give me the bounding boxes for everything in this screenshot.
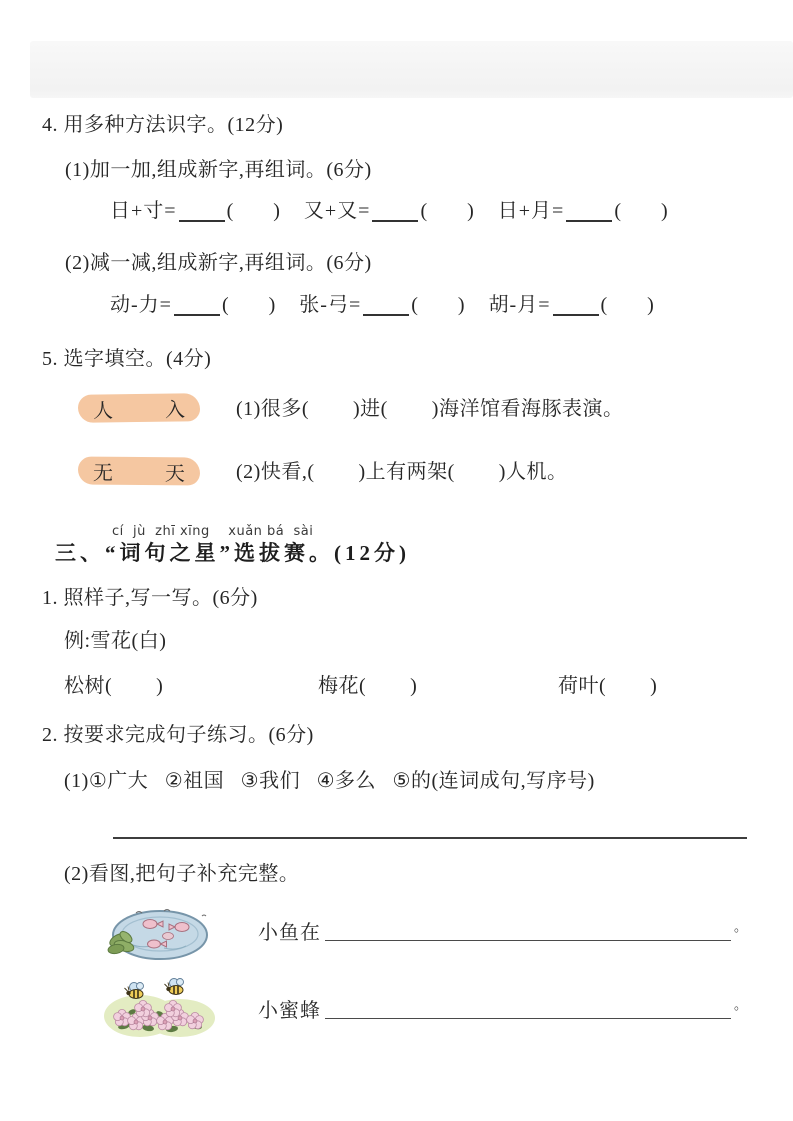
formula-paren: ( ) [420, 200, 474, 222]
formula-item [110, 293, 275, 318]
formula-expr: 日+寸= [110, 200, 177, 222]
question4-heading: 4. 用多种方法识字。(12分) [42, 114, 284, 136]
choice-char-left: 人 [92, 399, 114, 423]
fill-line [325, 1014, 731, 1019]
section3-heading: 三、“词句之星”选拔赛。(12分) [55, 541, 410, 565]
formula-item [299, 293, 464, 318]
choice-char-left: 无 [92, 462, 114, 485]
q4-part1-heading: (1)加一加,组成新字,再组词。(6分) [65, 159, 372, 181]
pond-illustration [106, 904, 210, 964]
fill-row-fish [258, 916, 747, 945]
formula-blank [363, 310, 409, 316]
formula-expr: 胡-月= [488, 294, 551, 316]
answer-line [113, 835, 747, 839]
formula-blank [174, 310, 220, 316]
bees-flowers-illustration [102, 978, 218, 1040]
bee-icon [125, 983, 144, 999]
formula-item [110, 199, 280, 224]
word-item-heye [558, 674, 657, 699]
formula-paren: ( ) [411, 294, 465, 316]
fill-row-bee [258, 994, 747, 1023]
bee-icon [165, 979, 184, 995]
fill-line [325, 936, 731, 941]
q5-sentence-2: (2)快看,( )上有两架( )人机。 [236, 461, 568, 483]
formula-paren: ( ) [221, 294, 276, 316]
formula-item [498, 199, 668, 224]
fill-period: 。 [733, 997, 747, 1012]
formula-expr: 张-弓= [299, 294, 362, 316]
word-paren: ( ) [599, 675, 658, 697]
s3q2-sub1: (1)①广大 ②祖国 ③我们 ④多么 ⑤的(连词成句,写序号) [64, 770, 595, 792]
formula-paren: ( ) [600, 294, 654, 316]
formula-paren: ( ) [226, 200, 280, 222]
word-label: 荷叶 [558, 675, 599, 697]
formula-blank [553, 310, 599, 316]
formula-blank [179, 216, 225, 222]
choice-char-right: 天 [164, 462, 186, 485]
q4-part1-row [110, 199, 668, 224]
choice-char-right: 入 [164, 398, 186, 422]
formula-expr: 又+又= [303, 200, 371, 222]
word-item-meihua [318, 674, 417, 699]
s3q2-sub2: (2)看图,把句子补充完整。 [64, 863, 300, 885]
word-paren: ( ) [359, 675, 418, 697]
formula-item [304, 199, 474, 224]
word-item-songshu [64, 674, 163, 699]
q4-part2-heading: (2)减一减,组成新字,再组词。(6分) [65, 252, 372, 274]
section3-pinyin: cí jù zhī xīng xuǎn bá sài [112, 524, 314, 539]
q5-sentence-1: (1)很多( )进( )海洋馆看海豚表演。 [236, 398, 624, 420]
formula-blank [372, 216, 418, 222]
question5-heading: 5. 选字填空。(4分) [42, 348, 212, 370]
formula-expr: 动-力= [110, 294, 172, 316]
fill-period: 。 [733, 919, 747, 934]
formula-blank [566, 216, 612, 222]
word-paren: ( ) [105, 675, 164, 697]
q4-part2-row [110, 293, 654, 318]
formula-expr: 日+月= [497, 200, 565, 222]
q5-choice-box-1 [78, 393, 200, 423]
fill-prefix: 小蜜蜂 [258, 1000, 321, 1022]
fill-prefix: 小鱼在 [258, 922, 321, 944]
formula-paren: ( ) [614, 200, 668, 222]
scan-band [30, 41, 793, 98]
formula-item [489, 293, 654, 318]
s3q1-heading: 1. 照样子,写一写。(6分) [42, 587, 258, 609]
word-label: 梅花 [318, 675, 359, 697]
word-label: 松树 [64, 675, 105, 697]
s3q2-heading: 2. 按要求完成句子练习。(6分) [42, 724, 314, 746]
s3q1-example: 例:雪花(白) [64, 630, 167, 652]
q5-choice-box-2 [78, 456, 200, 485]
